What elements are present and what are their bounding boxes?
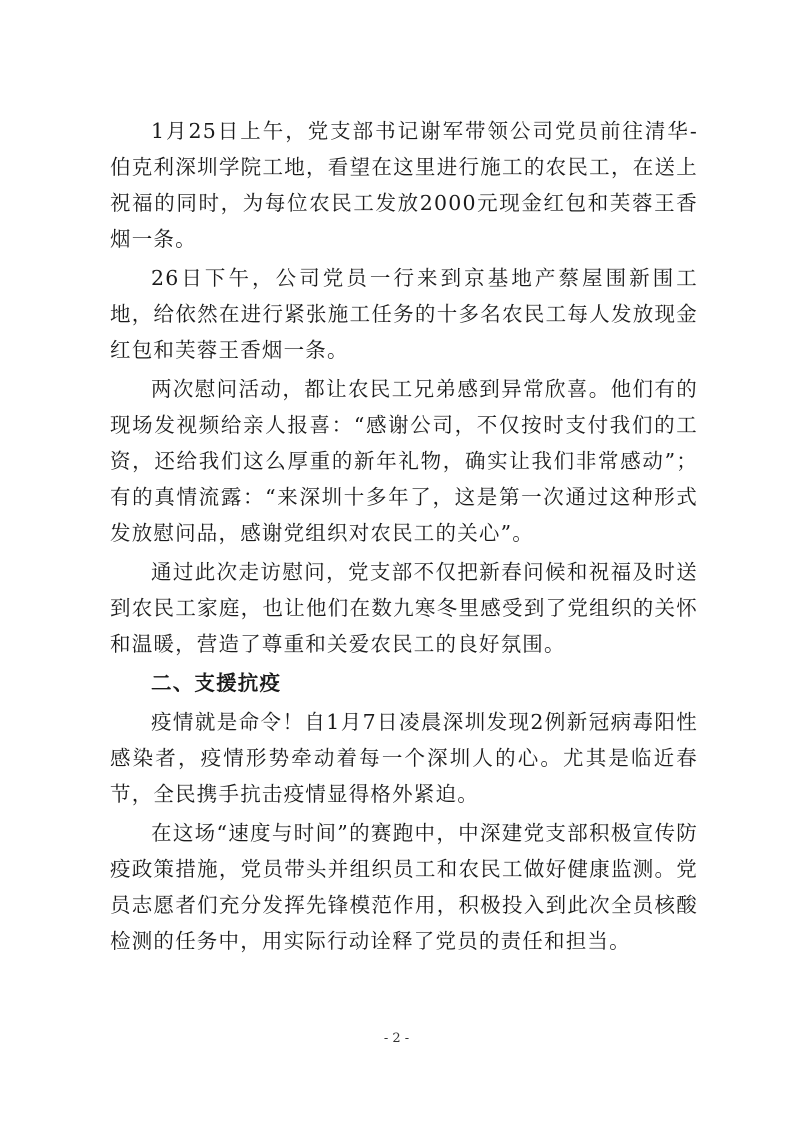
paragraph-epidemic-response: 在这场“速度与时间”的赛跑中，中深建党支部积极宣传防疫政策措施，党员带头并组织员工和农民工做好健康监测。党员志愿者们充分发挥先锋模范作用，积极投入到此次全员核酸检测的任务中，用实际行动诠释了党员的责任和担当。 xyxy=(110,821,698,953)
paragraph-epidemic-situation: 疫情就是命令！自1月7日凌晨深圳发现2例新冠病毒阳性感染者，疫情形势牵动着每一个深圳人的心。尤其是临近春节，全民携手抗击疫情显得格外紧迫。 xyxy=(110,710,698,806)
document-body xyxy=(110,113,698,959)
paragraph-visit-summary: 通过此次走访慰问，党支部不仅把新春问候和祝福及时送到农民工家庭，也让他们在数九寒冬里感受到了党组织的关怀和温暖，营造了尊重和关爱农民工的良好氛围。 xyxy=(110,560,698,656)
section-heading: 二、支援抗疫 xyxy=(151,671,282,695)
page-number: - 2 - xyxy=(383,1031,410,1046)
paragraph-visit-tsinghua: 1月25日上午，党支部书记谢军带领公司党员前往清华-伯克利深圳学院工地，看望在这里进行施工的农民工，在送上祝福的同时，为每位农民工发放2000元现金红包和芙蓉王香烟一条。 xyxy=(110,119,698,251)
paragraph-workers-reaction: 两次慰问活动，都让农民工兄弟感到异常欣喜。他们有的现场发视频给亲人报喜：“感谢公司，不仅按时支付我们的工资，还给我们这么厚重的新年礼物，确实让我们非常感动”；有的真情流露：“来深圳十多年了，这是第一次通过这种形式发放慰问品，感谢党组织对农民工的关心”。 xyxy=(110,377,698,545)
paragraph-visit-kingkey: 26日下午，公司党员一行来到京基地产蔡屋围新围工地，给依然在进行紧张施工任务的十多名农民工每人发放现金红包和芙蓉王香烟一条。 xyxy=(110,266,698,362)
